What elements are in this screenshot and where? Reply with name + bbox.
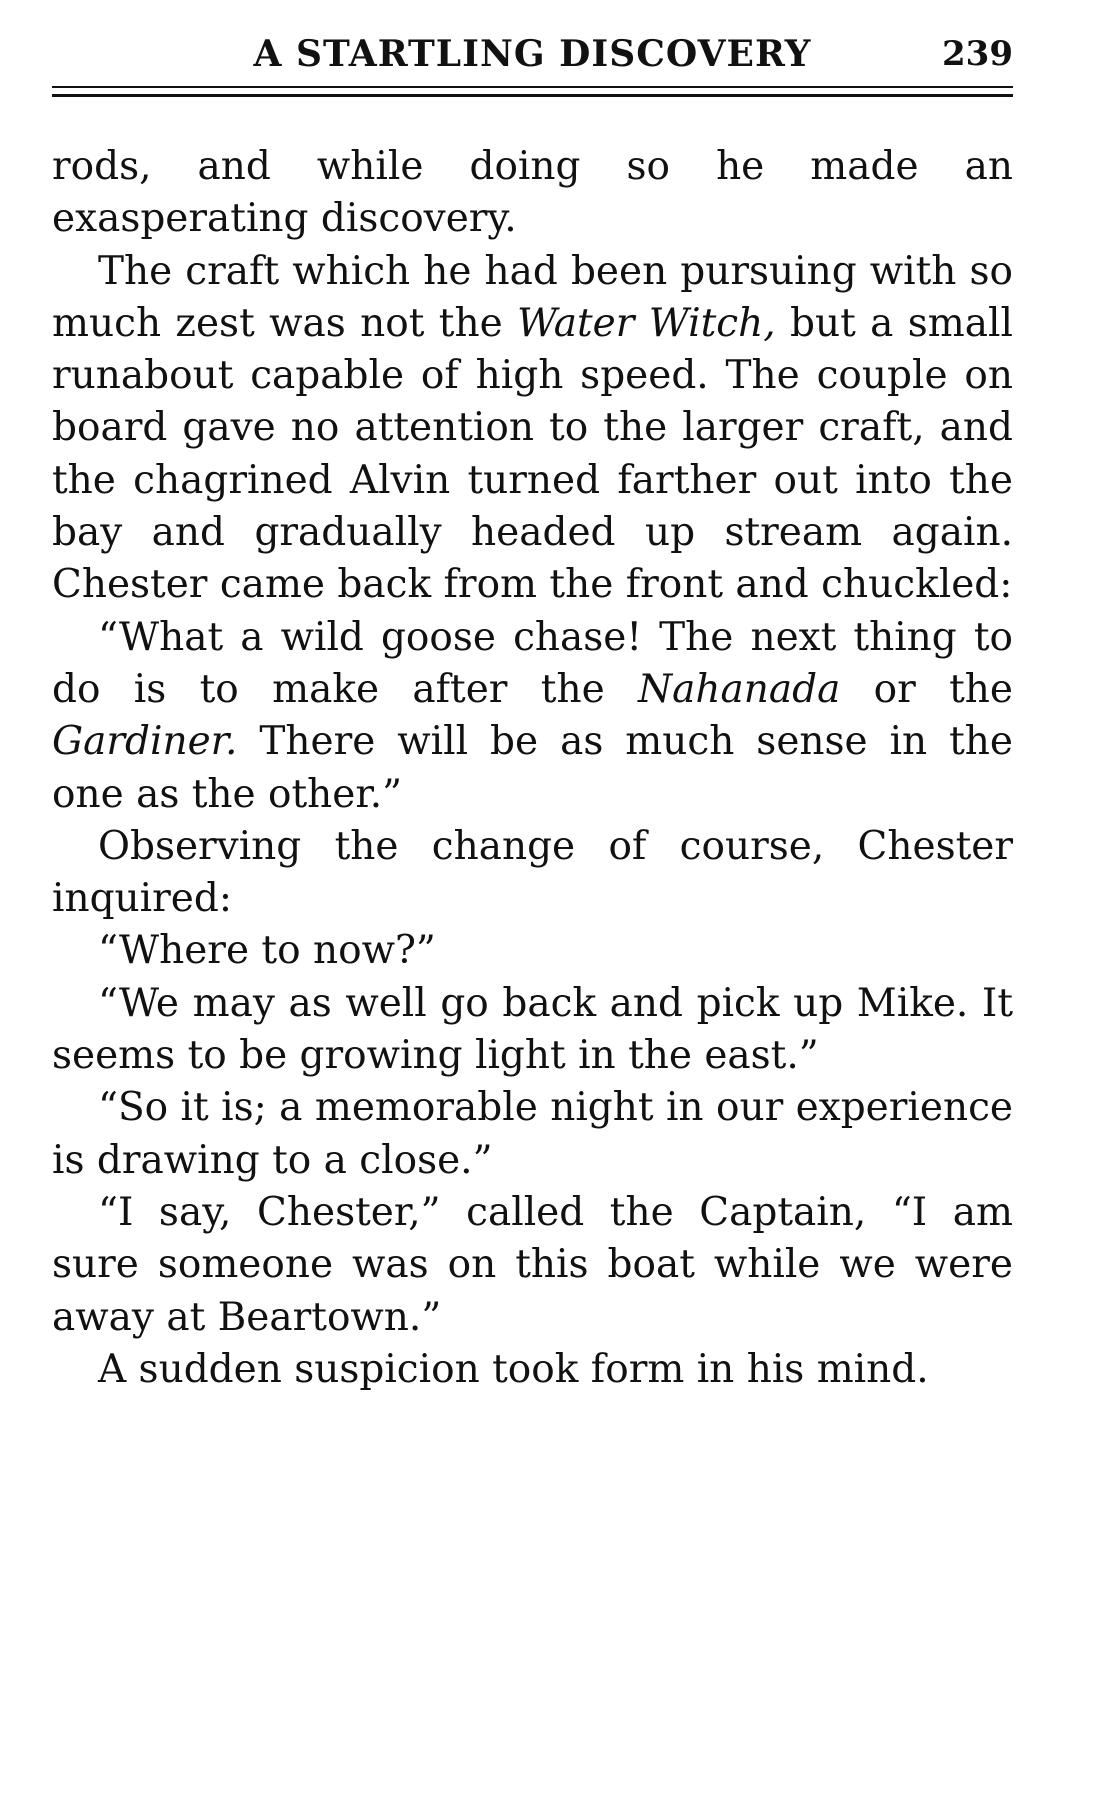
page-body [52, 141, 1013, 1396]
paragraph-8: “I say, Chester,” called the Captain, “I am sure someone was on this boat while we were away at Beartown.” [52, 1189, 1013, 1340]
paragraph-2-text-a: The craft which he had been pursuing with so much zest was not the [52, 248, 1013, 346]
paragraph-3-text-c: There will be as much sense in the one as the other.” [52, 719, 1013, 817]
paragraph-1: rods, and while doing so he made an exasperating discovery. [52, 144, 1013, 242]
paragraph-3-text-b: or the [840, 666, 1013, 712]
page-header [52, 28, 1013, 80]
paragraph-4: Observing the change of course, Chester inquired: [52, 823, 1013, 922]
page-number: 239 [942, 34, 1013, 74]
paragraph-3 [52, 612, 1013, 821]
paragraph-2-text-b: but a small runabout capable of high speed. The couple on board gave no attention to the larger craft, and the chagrined Alvin turned farther out into the bay and gradually headed up stream again. Chester came back from the front and chuckled: [52, 300, 1013, 608]
ship-name-gardiner: Gardiner. [52, 719, 238, 765]
ship-name-water-witch: Water Witch, [517, 300, 776, 346]
paragraph-7: “So it is; a memorable night in our experience is drawing to a close.” [52, 1085, 1013, 1183]
paragraph-6: “We may as well go back and pick up Mike. It seems to be growing light in the east.” [52, 980, 1013, 1079]
paragraph-2 [52, 246, 1013, 612]
running-title: A STARTLING DISCOVERY [253, 33, 812, 75]
paragraph-3-text-a: “What a wild goose chase! The next thing to do is to make after the [52, 614, 1013, 712]
paragraph-9: A sudden suspicion took form in his mind. [98, 1346, 929, 1392]
header-rule-thin [52, 86, 1013, 88]
header-rule-thick [52, 94, 1013, 97]
ship-name-nahanada: Nahanada [637, 666, 841, 712]
paragraph-5: “Where to now?” [98, 928, 436, 974]
